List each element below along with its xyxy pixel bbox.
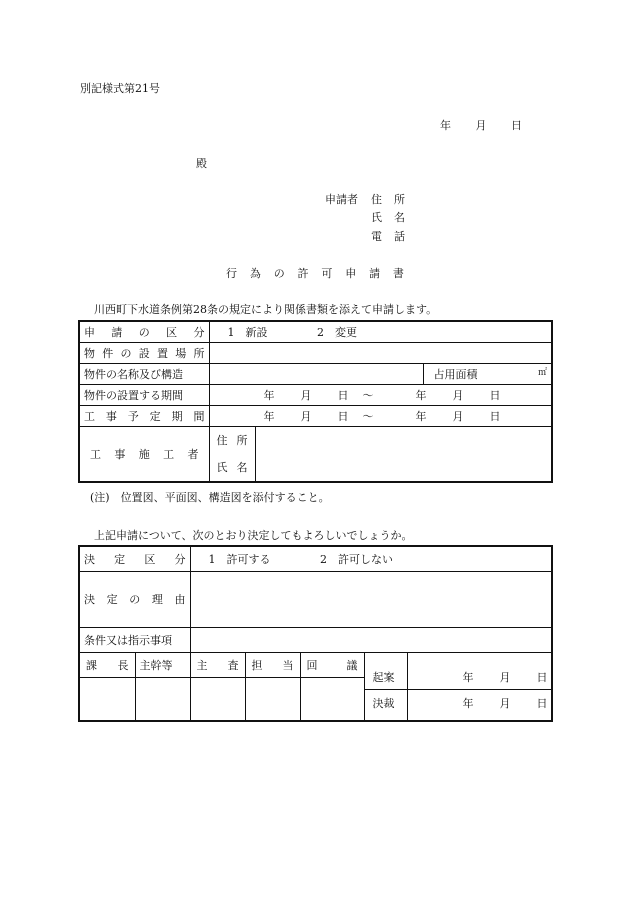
- staff-header: 担 当: [251, 658, 294, 672]
- approval-label: 決裁: [365, 689, 407, 716]
- category-label: 申 請 の 区 分: [84, 325, 205, 339]
- conditions-label: 条件又は指示事項: [84, 633, 172, 647]
- applicant-label: 申請者: [325, 193, 358, 206]
- contractor-address-row: [79, 427, 552, 455]
- applicant-name-label: 氏 名: [371, 211, 405, 224]
- decision-option-permit[interactable]: 1 許可する: [208, 552, 271, 566]
- contractor-name-label: 氏 名: [216, 461, 248, 474]
- circulation-header: 回 議: [306, 658, 358, 672]
- date-day: 日: [511, 119, 522, 132]
- chief-header: 課 長: [86, 658, 129, 672]
- decision-category-row: [79, 546, 552, 572]
- conditions-row: [79, 628, 552, 653]
- form-number: 別記様式第21号: [80, 82, 160, 95]
- applicant-address-label: 住 所: [371, 193, 405, 206]
- date-line: [440, 120, 522, 131]
- location-field[interactable]: [209, 343, 552, 364]
- attachment-note: (注) 位置図、平面図、構造図を添付すること。: [90, 491, 330, 504]
- decision-intro: 上記申請について、次のとおり決定してもよろしいでしょうか。: [94, 529, 413, 542]
- period-field[interactable]: 年 月 日 ～ 年 月 日: [209, 385, 552, 406]
- applicant-phone-label: 電 話: [371, 230, 405, 243]
- application-table: [78, 320, 553, 483]
- decision-option-deny[interactable]: 2 許可しない: [320, 552, 393, 566]
- contractor-address-label: 住 所: [216, 434, 248, 447]
- category-option-new[interactable]: 1 新設: [227, 325, 268, 339]
- addressee-suffix: 殿: [196, 157, 207, 170]
- supervisor-header: 主 査: [196, 658, 239, 672]
- reason-field[interactable]: [190, 572, 552, 628]
- senior-header: 主幹等: [139, 658, 173, 672]
- date-month: 月: [475, 119, 487, 132]
- reason-label: 決 定 の 理 由: [84, 593, 186, 606]
- category-row: [79, 321, 552, 343]
- conditions-field[interactable]: [190, 628, 552, 653]
- contractor-field[interactable]: [255, 427, 552, 483]
- draft-label: 起案: [372, 671, 395, 684]
- decision-category-label: 決 定 区 分: [84, 552, 186, 566]
- document-title: 行 為 の 許 可 申 請 書: [226, 267, 404, 280]
- name-structure-label: 物件の名称及び構造: [84, 367, 183, 381]
- draft-date[interactable]: 年 月 日: [462, 671, 548, 684]
- period-label: 物件の設置する期間: [84, 388, 183, 402]
- construction-period-label: 工 事 予 定 期 間: [84, 409, 205, 423]
- reason-row: [79, 572, 552, 628]
- location-label: 物 件 の 設 置 場 所: [84, 346, 205, 360]
- area-label: 占用面積: [433, 367, 478, 381]
- name-structure-field[interactable]: [209, 364, 423, 385]
- name-structure-row: [79, 364, 552, 385]
- period-row: [79, 385, 552, 406]
- contractor-label: 工 事 施 工 者: [90, 447, 199, 461]
- staff-stamp[interactable]: [245, 678, 300, 722]
- category-option-change[interactable]: 2 変更: [317, 325, 357, 339]
- approval-date[interactable]: 年 月 日: [408, 689, 552, 716]
- date-year: 年: [440, 119, 451, 132]
- location-row: [79, 343, 552, 364]
- intro-text: 川西町下水道条例第28条の規定により関係書類を添えて申請します。: [94, 303, 438, 316]
- area-unit: ㎡: [537, 367, 547, 378]
- construction-period-row: [79, 406, 552, 427]
- decision-table: [78, 545, 553, 722]
- supervisor-stamp[interactable]: [190, 678, 245, 722]
- senior-stamp[interactable]: [135, 678, 190, 722]
- chief-stamp[interactable]: [79, 678, 135, 722]
- construction-period-field[interactable]: 年 月 日 ～ 年 月 日: [209, 406, 552, 427]
- stamp-header-row: [79, 653, 552, 678]
- circulation-stamp[interactable]: [300, 678, 364, 722]
